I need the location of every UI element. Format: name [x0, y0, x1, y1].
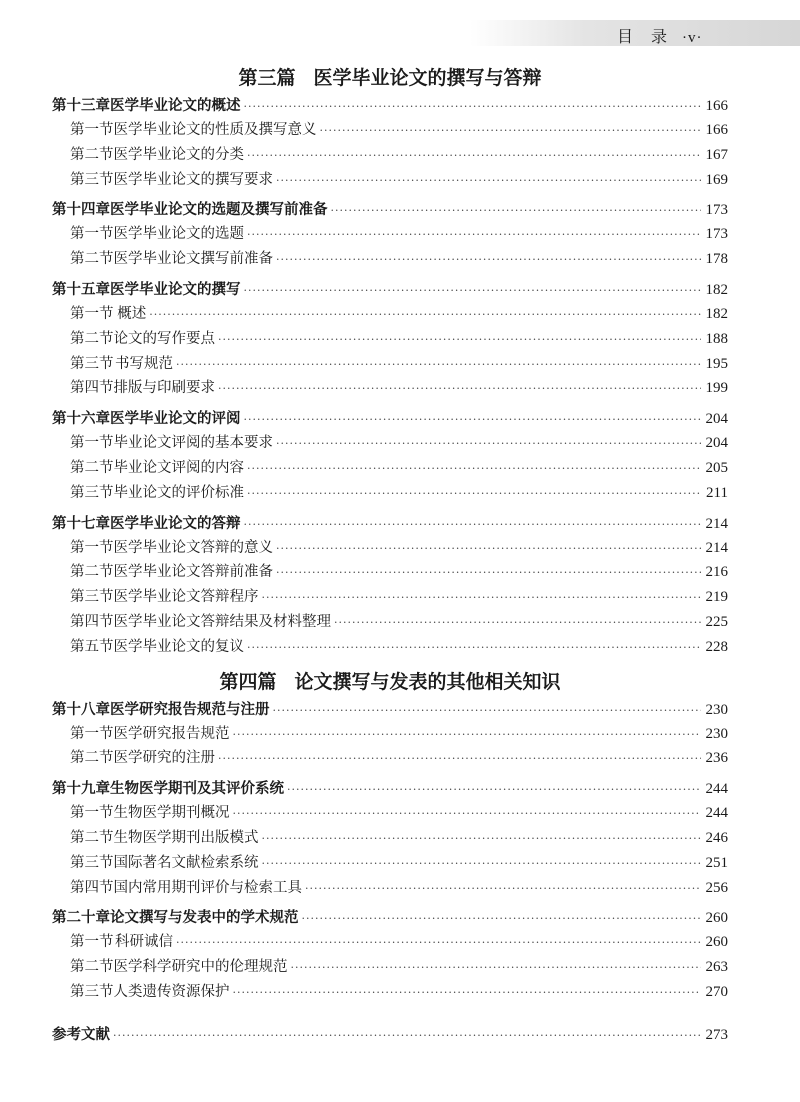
- dot-leader: [233, 980, 702, 1006]
- section-page-number: 188: [705, 330, 728, 347]
- section-page-number: 263: [705, 959, 728, 976]
- section-entry[interactable]: [52, 431, 728, 456]
- dot-leader: [218, 746, 701, 772]
- chapter-page-number: 244: [705, 781, 728, 798]
- section-number: 第五节: [70, 638, 114, 655]
- section-title: 医学毕业论文答辩前准备: [113, 564, 273, 581]
- section-entry[interactable]: [52, 585, 728, 610]
- section-page-number: 219: [705, 589, 728, 606]
- section-number: 第一节: [70, 725, 114, 742]
- section-number: 第一节: [70, 539, 114, 556]
- section-page-number: 166: [705, 122, 728, 138]
- section-page-number: 204: [705, 435, 728, 452]
- chapter-entry[interactable]: [52, 407, 728, 431]
- dot-leader: [276, 247, 701, 273]
- section-number: 第三节: [70, 854, 114, 871]
- dot-leader: [273, 698, 702, 723]
- section-title: 医学毕业论文撰写前准备: [113, 251, 273, 268]
- section-entry[interactable]: [52, 118, 728, 143]
- dot-leader: [233, 722, 702, 748]
- section-entry[interactable]: [52, 302, 728, 327]
- chapter-number: 第十四章: [52, 202, 110, 219]
- section-title: 医学毕业论文的性质及撰写意义: [113, 122, 317, 138]
- section-number: 第三节: [70, 589, 114, 606]
- section-number: 第三节: [70, 983, 114, 1000]
- section-page-number: 169: [705, 171, 728, 188]
- section-number: 第一节: [70, 226, 114, 243]
- section-number: 第三节: [70, 355, 114, 372]
- section-page-number: 230: [705, 725, 728, 742]
- section-title: 医学毕业论文的复议: [113, 638, 244, 655]
- section-number: 第四节: [70, 879, 114, 896]
- section-page-number: 205: [705, 459, 728, 476]
- dot-leader: [247, 456, 701, 482]
- chapter-entry[interactable]: [52, 94, 728, 118]
- section-entry[interactable]: [52, 876, 728, 901]
- section-number: 第二节: [70, 251, 114, 268]
- chapter-page-number: 182: [705, 281, 728, 298]
- dot-leader: [291, 955, 702, 981]
- section-page-number: 236: [705, 750, 728, 767]
- dot-leader: [244, 407, 702, 432]
- chapter-page-number: 260: [705, 910, 728, 927]
- chapter-entry[interactable]: [52, 198, 728, 222]
- dot-leader: [331, 198, 702, 223]
- section-entry[interactable]: [52, 826, 728, 851]
- chapter-number: 第十八章: [52, 701, 110, 718]
- chapter-page-number: 173: [705, 202, 728, 219]
- running-header: [617, 24, 703, 47]
- dot-leader: [305, 876, 701, 902]
- section-title: 医学毕业论文答辩程序: [113, 589, 259, 606]
- dot-leader: [302, 906, 702, 931]
- chapter-title: 论文撰写与发表中的学术规范: [110, 910, 299, 927]
- section-entry[interactable]: [52, 168, 728, 193]
- section-entry[interactable]: [52, 851, 728, 876]
- section-page-number: 260: [705, 934, 728, 951]
- dot-leader: [247, 635, 701, 661]
- section-title: 毕业论文评阅的内容: [113, 459, 244, 476]
- section-number: 第二节: [70, 459, 114, 476]
- section-entry[interactable]: [52, 955, 728, 980]
- section-number: 第二节: [70, 959, 114, 976]
- section-entry[interactable]: [52, 327, 728, 352]
- section-number: 第二节: [70, 750, 114, 767]
- chapter-number: 第二十章: [52, 910, 110, 927]
- section-page-number: 195: [705, 355, 728, 372]
- header-label: 目 录: [617, 27, 669, 46]
- section-page-number: 216: [705, 564, 728, 581]
- section-number: 第四节: [70, 613, 114, 630]
- chapter-title: 医学毕业论文的答辩: [110, 515, 241, 532]
- references-title: 参考文献: [52, 1026, 110, 1043]
- section-page-number: 225: [705, 613, 728, 630]
- section-number: 第三节: [70, 171, 114, 188]
- section-page-number: 251: [705, 854, 728, 871]
- section-entry[interactable]: [52, 610, 728, 635]
- section-page-number: 182: [705, 305, 728, 322]
- chapter-entry[interactable]: [52, 777, 728, 801]
- dot-leader: [276, 560, 701, 586]
- dot-leader: [149, 302, 701, 328]
- part-name: 论文撰写与发表的其他相关知识: [294, 670, 561, 693]
- chapter-page-number: 204: [705, 411, 728, 428]
- header-page-number: ·v·: [682, 30, 703, 46]
- chapter-title: 医学研究报告规范与注册: [110, 701, 270, 718]
- section-entry[interactable]: [52, 222, 728, 247]
- chapter-number: 第十三章: [52, 98, 110, 114]
- chapter-entry[interactable]: [52, 278, 728, 302]
- section-entry[interactable]: [52, 143, 728, 168]
- section-number: 第一节: [70, 934, 114, 951]
- section-entry[interactable]: [52, 801, 728, 826]
- section-number: 第一节: [70, 435, 114, 452]
- section-number: 第三节: [70, 484, 114, 501]
- chapter-title: 医学毕业论文的选题及撰写前准备: [110, 202, 328, 219]
- dot-leader: [176, 352, 701, 378]
- section-title: 国际著名文献检索系统: [113, 854, 259, 871]
- dot-leader: [287, 777, 701, 802]
- section-page-number: 246: [705, 829, 728, 846]
- section-page-number: 270: [705, 983, 728, 1000]
- table-of-contents: [52, 62, 728, 1047]
- section-entry[interactable]: [52, 536, 728, 561]
- section-number: 第二节: [70, 146, 114, 163]
- dot-leader: [276, 431, 701, 457]
- section-title: 毕业论文的评价标准: [113, 484, 244, 501]
- chapter-number: 第十五章: [52, 281, 110, 298]
- references-entry[interactable]: [52, 1023, 728, 1047]
- section-title: 科研诚信: [115, 934, 174, 951]
- section-page-number: 173: [705, 226, 728, 243]
- dot-leader: [247, 143, 701, 169]
- section-title: 概述: [117, 305, 147, 322]
- references-page-number: 273: [705, 1026, 728, 1043]
- section-entry[interactable]: [52, 376, 728, 401]
- dot-leader: [244, 94, 702, 119]
- section-title: 医学毕业论文的分类: [113, 146, 244, 163]
- section-page-number: 199: [705, 380, 728, 397]
- chapter-number: 第十九章: [52, 781, 110, 798]
- dot-leader: [247, 222, 701, 248]
- section-page-number: 178: [705, 251, 728, 268]
- section-title: 排版与印刷要求: [113, 380, 215, 397]
- section-title: 医学科学研究中的伦理规范: [113, 959, 288, 976]
- section-number: 第一节: [70, 805, 114, 822]
- section-entry[interactable]: [52, 746, 728, 771]
- chapter-entry[interactable]: [52, 698, 728, 722]
- section-title: 医学研究的注册: [113, 750, 215, 767]
- chapter-page-number: 230: [705, 701, 728, 718]
- dot-leader: [262, 585, 702, 611]
- section-page-number: 167: [705, 146, 728, 163]
- dot-leader: [276, 168, 701, 194]
- dot-leader: [320, 118, 702, 144]
- section-number: 第二节: [70, 564, 114, 581]
- section-entry[interactable]: [52, 722, 728, 747]
- dot-leader: [247, 481, 701, 507]
- section-entry[interactable]: [52, 481, 728, 506]
- section-entry[interactable]: [52, 560, 728, 585]
- chapter-entry[interactable]: [52, 906, 728, 930]
- chapter-title: 医学毕业论文的概述: [110, 98, 241, 114]
- part-number: 第三篇: [238, 67, 296, 89]
- chapter-number: 第十七章: [52, 515, 110, 532]
- dot-leader: [276, 536, 701, 562]
- section-number: 第二节: [70, 330, 114, 347]
- dot-leader: [233, 801, 702, 827]
- part-title: [52, 62, 728, 94]
- section-page-number: 228: [705, 638, 728, 655]
- section-title: 医学研究报告规范: [113, 725, 230, 742]
- section-entry[interactable]: [52, 247, 728, 272]
- chapter-page-number: 214: [705, 515, 728, 532]
- section-title: 国内常用期刊评价与检索工具: [113, 879, 302, 896]
- section-number: 第四节: [70, 380, 114, 397]
- dot-leader: [218, 376, 701, 402]
- chapter-number: 第十六章: [52, 411, 110, 428]
- part-name: 医学毕业论文的撰写与答辩: [313, 67, 542, 89]
- section-entry[interactable]: [52, 980, 728, 1005]
- section-title: 医学毕业论文答辩结果及材料整理: [113, 613, 331, 630]
- section-title: 生物医学期刊出版模式: [113, 829, 259, 846]
- dot-leader: [334, 610, 701, 636]
- dot-leader: [113, 1023, 701, 1048]
- section-number: 第一节: [70, 305, 114, 322]
- part-number: 第四篇: [219, 670, 277, 693]
- section-title: 医学毕业论文的选题: [113, 226, 244, 243]
- chapter-page-number: 166: [705, 98, 728, 114]
- part-title: [52, 666, 728, 698]
- section-entry[interactable]: [52, 456, 728, 481]
- dot-leader: [244, 512, 702, 537]
- dot-leader: [176, 930, 701, 956]
- dot-leader: [218, 327, 701, 353]
- section-entry[interactable]: [52, 352, 728, 377]
- chapter-entry[interactable]: [52, 512, 728, 536]
- section-page-number: 256: [705, 879, 728, 896]
- dot-leader: [262, 851, 702, 877]
- chapter-title: 生物医学期刊及其评价系统: [110, 781, 284, 798]
- section-page-number: 244: [705, 805, 728, 822]
- section-title: 论文的写作要点: [113, 330, 215, 347]
- section-title: 书写规范: [115, 355, 174, 372]
- section-number: 第二节: [70, 829, 114, 846]
- dot-leader: [244, 278, 702, 303]
- section-title: 医学毕业论文答辩的意义: [113, 539, 273, 556]
- chapter-title: 医学毕业论文的评阅: [110, 411, 241, 428]
- section-title: 毕业论文评阅的基本要求: [113, 435, 273, 452]
- section-number: 第一节: [70, 122, 114, 138]
- section-entry[interactable]: [52, 635, 728, 660]
- section-page-number: 211: [706, 484, 728, 501]
- chapter-title: 医学毕业论文的撰写: [110, 281, 241, 298]
- section-entry[interactable]: [52, 930, 728, 955]
- section-title: 生物医学期刊概况: [113, 805, 230, 822]
- section-page-number: 214: [705, 539, 728, 556]
- section-title: 人类遗传资源保护: [113, 983, 230, 1000]
- dot-leader: [262, 826, 702, 852]
- section-title: 医学毕业论文的撰写要求: [113, 171, 273, 188]
